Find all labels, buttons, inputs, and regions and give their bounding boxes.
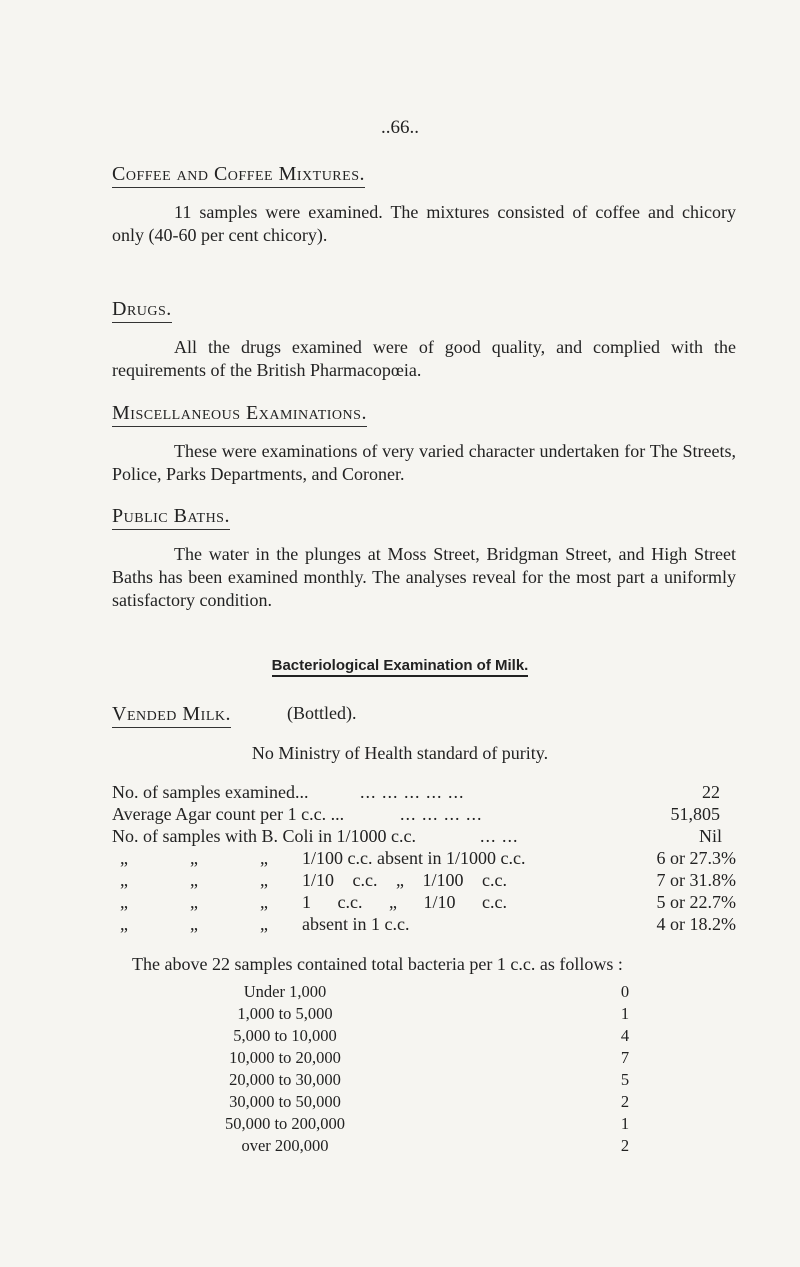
coli-row-desc: absent in 1 c.c. xyxy=(302,914,410,934)
range-cell: Under 1,000 xyxy=(243,982,327,1001)
misc-paragraph: These were examinations of very varied character undertaken for The Streets, Police, Parks Departments, and Coroner. xyxy=(112,441,736,484)
range-cell: 10,000 to 20,000 xyxy=(229,1048,341,1067)
agar-dots: ... ... ... ... xyxy=(400,804,483,824)
count-cell: 7 xyxy=(620,1048,630,1067)
table-row xyxy=(180,1026,630,1048)
range-cell: 1,000 to 5,000 xyxy=(237,1004,333,1023)
total-bacteria-intro: The above 22 samples contained total bacteria per 1 c.c. as follows : xyxy=(132,954,623,974)
ditto-mark: „ xyxy=(120,914,128,934)
coli-row-value: 6 or 27.3% xyxy=(656,848,736,868)
ditto-mark: „ xyxy=(120,870,128,890)
coli-dots: ... ... xyxy=(480,826,519,846)
ditto-mark: „ xyxy=(190,914,198,934)
agar-label: Average Agar count per 1 c.c. ... xyxy=(112,804,345,824)
coli-label: No. of samples with B. Coli in 1/1000 c.c. xyxy=(112,826,416,846)
table-row xyxy=(180,982,630,1004)
standard-note: No Ministry of Health standard of purity. xyxy=(251,743,549,763)
table-row xyxy=(180,1048,630,1070)
ditto-mark: „ xyxy=(190,848,198,868)
coli-row-value: 7 or 31.8% xyxy=(656,870,736,890)
samples-dots: ... ... ... ... ... xyxy=(360,782,465,802)
coffee-heading: Coffee and Coffee Mixtures. xyxy=(112,163,365,188)
table-row xyxy=(180,1114,630,1136)
vended-milk-heading: Vended Milk. xyxy=(112,703,231,728)
ditto-mark: „ xyxy=(260,848,268,868)
count-cell: 4 xyxy=(620,1026,630,1045)
range-cell: 50,000 to 200,000 xyxy=(224,1114,346,1133)
count-cell: 1 xyxy=(620,1114,630,1133)
coli-row-desc: 1/100 c.c. absent in 1/1000 c.c. xyxy=(302,848,526,868)
range-cell: 20,000 to 30,000 xyxy=(229,1070,341,1089)
coli-row-desc: 1/10 c.c. „ 1/100 c.c. xyxy=(302,870,507,890)
ditto-mark: „ xyxy=(260,870,268,890)
range-cell: 5,000 to 10,000 xyxy=(233,1026,337,1045)
baths-paragraph: The water in the plunges at Moss Street, Bridgman Street, and High Street Baths has been examined monthly. The analyses reveal for the most part a uniformly satisfactory condition. xyxy=(112,544,736,610)
table-row xyxy=(180,1136,630,1158)
table-row xyxy=(180,1004,630,1026)
count-cell: 1 xyxy=(620,1004,630,1023)
coli-row-desc: 1 c.c. „ 1/10 c.c. xyxy=(302,892,507,912)
ditto-mark: „ xyxy=(120,892,128,912)
distribution-table xyxy=(180,982,630,1158)
coli-row-value: 5 or 22.7% xyxy=(656,892,736,912)
count-cell: 2 xyxy=(620,1136,630,1155)
drugs-heading: Drugs. xyxy=(112,298,172,323)
table-row xyxy=(180,1092,630,1114)
samples-value: 22 xyxy=(702,782,720,802)
range-cell: 30,000 to 50,000 xyxy=(229,1092,341,1111)
count-cell: 0 xyxy=(620,982,630,1001)
page-number: ..66.. xyxy=(381,117,419,138)
coli-value: Nil xyxy=(698,826,722,846)
ditto-mark: „ xyxy=(260,914,268,934)
coli-row-value: 4 or 18.2% xyxy=(656,914,736,934)
table-row xyxy=(180,1070,630,1092)
ditto-mark: „ xyxy=(190,870,198,890)
range-cell: over 200,000 xyxy=(241,1136,329,1155)
ditto-mark: „ xyxy=(260,892,268,912)
ditto-mark: „ xyxy=(190,892,198,912)
count-cell: 5 xyxy=(620,1070,630,1089)
agar-value: 51,805 xyxy=(670,804,720,824)
count-cell: 2 xyxy=(620,1092,630,1111)
drugs-paragraph: All the drugs examined were of good quality, and complied with the requirements of the British Pharmacopœia. xyxy=(112,337,736,380)
samples-label: No. of samples examined... xyxy=(112,782,309,802)
ditto-mark: „ xyxy=(120,848,128,868)
misc-heading: Miscellaneous Examinations. xyxy=(112,402,367,427)
coffee-paragraph: 11 samples were examined. The mixtures consisted of coffee and chicory only (40-60 per cent chicory). xyxy=(112,202,736,245)
baths-heading: Public Baths. xyxy=(112,505,230,530)
vended-milk-subtitle: (Bottled). xyxy=(287,703,357,723)
bacteriological-title: Bacteriological Examination of Milk. xyxy=(0,657,800,677)
